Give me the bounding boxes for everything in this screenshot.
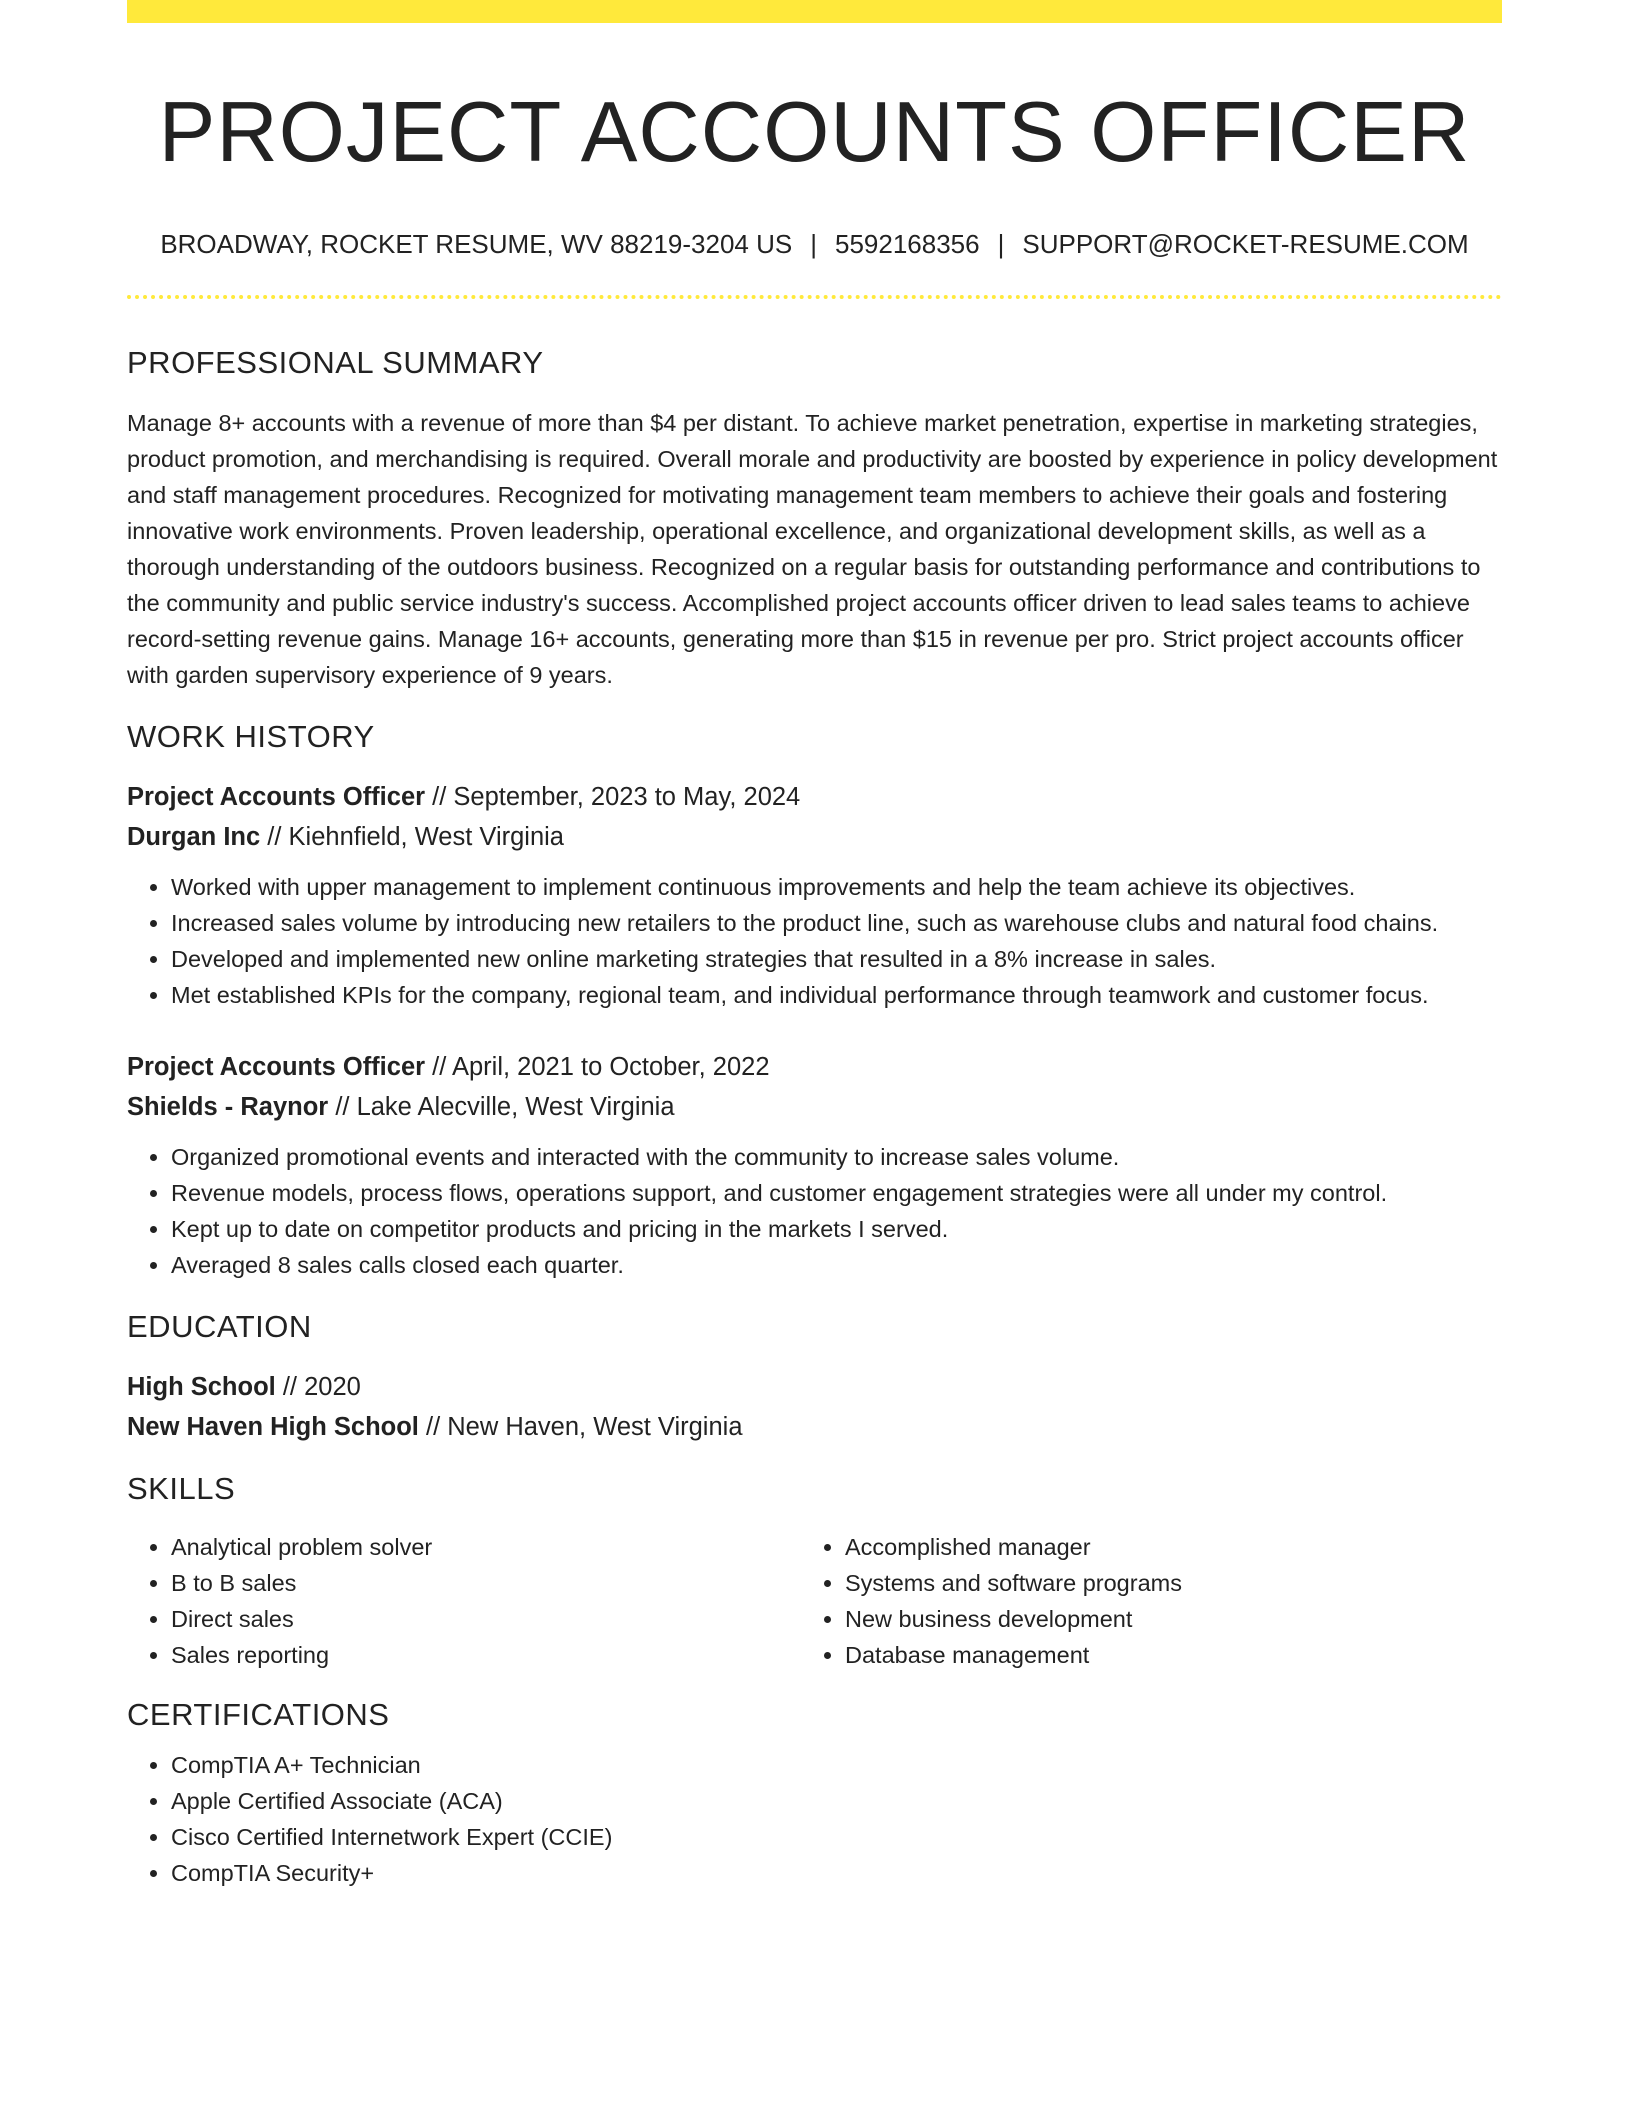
job-bullets [127, 1139, 1502, 1283]
list-item: • Averaged 8 sales calls closed each quarter. [171, 1247, 1502, 1283]
job-role: Project Accounts Officer [127, 783, 426, 811]
list-item: • Increased sales volume by introducing new retailers to the product line, such as warehouse clubs and natural food chains. [171, 905, 1502, 941]
education-location: // New Haven, West Virginia [425, 1413, 743, 1441]
education-heading: EDUCATION [127, 1309, 312, 1344]
certifications-list [127, 1747, 1502, 1891]
contact-separator: | [997, 229, 1005, 259]
skills-heading: SKILLS [127, 1471, 236, 1506]
job-company: Durgan Inc [127, 823, 261, 851]
accent-top-bar [127, 0, 1502, 23]
list-item: • Systems and software programs [845, 1565, 1475, 1601]
list-item: • New business development [845, 1601, 1475, 1637]
education-school-line [127, 1407, 1502, 1447]
list-item: • Cisco Certified Internetwork Expert (CCIE) [171, 1819, 1502, 1855]
education-school: New Haven High School [127, 1413, 419, 1441]
list-item: • Worked with upper management to implement continuous improvements and help the team achieve its objectives. [171, 869, 1502, 905]
contact-separator: | [810, 229, 817, 259]
summary-text: Manage 8+ accounts with a revenue of more than $4 per distant. To achieve market penetration, expertise in marketing strategies, product promotion, and merchandising is required. Overall morale and productivity are boosted by experience in policy development and staff management procedures. Recognized for motivating management team members to achieve their goals and fostering innovative work environments. Proven leadership, operational excellence, and organizational development skills, as well as a thorough understanding of the outdoors business. Recognized on a regular basis for outstanding performance and contributions to the community and public service industry's success. Accomplished project accounts officer driven to lead sales teams to achieve record-setting revenue gains. Manage 16+ accounts, generating more than $15 in revenue per pro. Strict project accounts officer with garden supervisory experience of 9 years. [127, 410, 1498, 688]
skills-list-left [127, 1529, 801, 1673]
job-entry [127, 1047, 1502, 1283]
list-item: • Kept up to date on competitor products and pricing in the markets I served. [171, 1211, 1502, 1247]
list-item: • Organized promotional events and interacted with the community to increase sales volume. [171, 1139, 1502, 1175]
job-location: // Kiehnfield, West Virginia [267, 823, 564, 851]
list-item: • Accomplished manager [845, 1529, 1475, 1565]
resume-name: PROJECT ACCOUNTS OFFICER [158, 85, 1471, 180]
skills-grid [127, 1529, 1502, 1673]
list-item: • Met established KPIs for the company, regional team, and individual performance through teamwork and customer focus. [171, 977, 1502, 1013]
job-company: Shields - Raynor [127, 1093, 329, 1121]
list-item: • Sales reporting [171, 1637, 801, 1673]
job-role: Project Accounts Officer [127, 1053, 426, 1081]
list-item: • CompTIA Security+ [171, 1855, 1502, 1891]
job-role-line [127, 1047, 1502, 1087]
header-divider [127, 295, 1502, 299]
job-company-line [127, 1087, 1502, 1127]
list-item: • Developed and implemented new online marketing strategies that resulted in a 8% increase in sales. [171, 941, 1502, 977]
job-dates: // April, 2021 to October, 2022 [432, 1053, 770, 1081]
job-role-line [127, 777, 1502, 817]
job-entry [127, 777, 1502, 1013]
education-entry [127, 1367, 1502, 1447]
contact-line [127, 227, 1502, 261]
job-bullets [127, 869, 1502, 1013]
list-item: • Database management [845, 1637, 1475, 1673]
job-company-line [127, 817, 1502, 857]
job-dates: // September, 2023 to May, 2024 [432, 783, 801, 811]
education-degree: High School [127, 1373, 276, 1401]
list-item: • Apple Certified Associate (ACA) [171, 1783, 1502, 1819]
certifications-heading: CERTIFICATIONS [127, 1697, 390, 1732]
contact-address: BROADWAY, ROCKET RESUME, WV 88219-3204 US [160, 229, 793, 259]
list-item: • B to B sales [171, 1565, 801, 1601]
list-item: • Revenue models, process flows, operations support, and customer engagement strategies were all under my control. [171, 1175, 1502, 1211]
resume-page [127, 0, 1502, 1891]
list-item: • CompTIA A+ Technician [171, 1747, 1502, 1783]
skills-list-right [801, 1529, 1475, 1673]
summary-heading: PROFESSIONAL SUMMARY [127, 345, 544, 380]
list-item: • Analytical problem solver [171, 1529, 801, 1565]
contact-phone: 5592168356 [835, 229, 980, 259]
contact-email: SUPPORT@ROCKET-RESUME.COM [1022, 229, 1469, 259]
work-history-heading: WORK HISTORY [127, 719, 375, 754]
job-location: // Lake Alecville, West Virginia [335, 1093, 675, 1121]
education-year: // 2020 [282, 1373, 361, 1401]
list-item: • Direct sales [171, 1601, 801, 1637]
education-degree-line [127, 1367, 1502, 1407]
